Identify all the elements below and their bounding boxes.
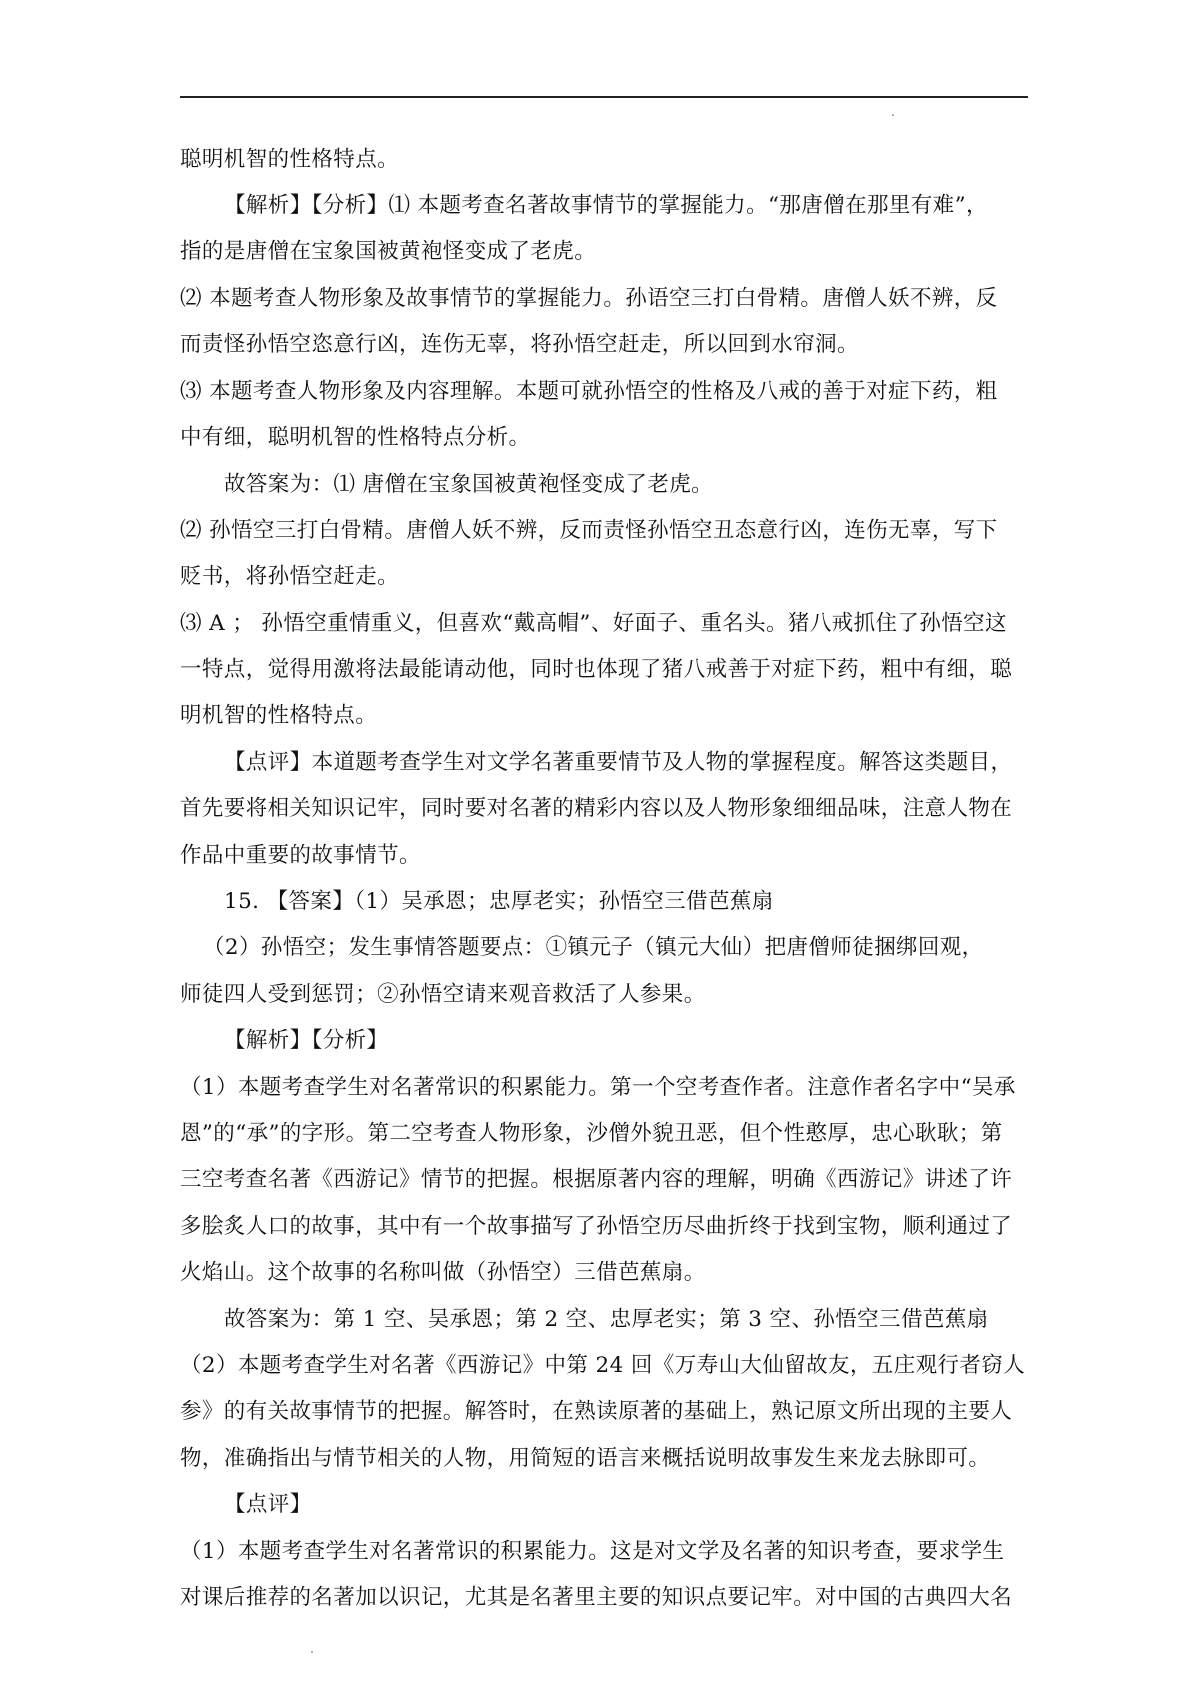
text-line: 而责怪孙悟空恣意行凶，连伤无辜，将孙悟空赶走，所以回到水帘洞。 bbox=[180, 332, 859, 357]
text-line: 多脍炙人口的故事，其中有一个故事描写了孙悟空历尽曲折终于找到宝物，顺利通过了 bbox=[180, 1214, 1013, 1239]
text-line: 首先要将相关知识记牢，同时要对名著的精彩内容以及人物形象细细品味，注意人物在 bbox=[180, 796, 1013, 821]
text-line: 【点评】本道题考查学生对文学名著重要情节及人物的掌握程度。解答这类题目， bbox=[224, 750, 1013, 775]
text-line: 中有细，聪明机智的性格特点分析。 bbox=[180, 425, 531, 450]
text-line: 【点评】 bbox=[224, 1492, 312, 1517]
text-line: ⑶ A ； 孙悟空重情重义，但喜欢“戴高帽”、好面子、重名头。猪八戒抓住了孙悟空这 bbox=[180, 611, 1007, 636]
text-line: 聪明机智的性格特点。 bbox=[180, 147, 400, 172]
text-line: ⑵ 孙悟空三打白骨精。唐僧人妖不辨，反而责怪孙悟空丑态意行凶，连伤无辜，写下 bbox=[180, 518, 998, 543]
scan-speck bbox=[311, 1651, 313, 1653]
text-line: （2）孙悟空；发生事情答题要点：①镇元子（镇元大仙）把唐僧师徒捆绑回观， bbox=[203, 935, 984, 960]
text-line: 参》的有关故事情节的把握。解答时，在熟读原著的基础上，熟记原文所出现的主要人 bbox=[180, 1399, 1013, 1424]
text-line: 【解析】【分析】 bbox=[224, 1028, 389, 1053]
text-line: ⑶ 本题考查人物形象及内容理解。本题可就孙悟空的性格及八戒的善于对症下药，粗 bbox=[180, 379, 998, 404]
text-line: 对课后推荐的名著加以识记，尤其是名著里主要的知识点要记牢。对中国的古典四大名 bbox=[180, 1585, 1013, 1610]
header-rule bbox=[180, 96, 1028, 98]
text-line: 故答案为：⑴ 唐僧在宝象国被黄袍怪变成了老虎。 bbox=[224, 472, 714, 497]
text-line: 故答案为：第 1 空、吴承恩；第 2 空、忠厚老实；第 3 空、孙悟空三借芭蕉扇 bbox=[224, 1307, 989, 1332]
text-line: 15. 【答案】（1）吴承恩；忠厚老实；孙悟空三借芭蕉扇 bbox=[224, 889, 774, 914]
text-line: 物，准确指出与情节相关的人物，用简短的语言来概括说明故事发生来龙去脉即可。 bbox=[180, 1446, 991, 1471]
text-line: 明机智的性格特点。 bbox=[180, 703, 378, 728]
scan-speck bbox=[892, 114, 894, 116]
text-line: 师徒四人受到惩罚；②孙悟空请来观音救活了人参果。 bbox=[180, 982, 706, 1007]
text-line: 一特点，觉得用激将法最能请动他，同时也体现了猪八戒善于对症下药，粗中有细，聪 bbox=[180, 657, 1013, 682]
text-line: 作品中重要的故事情节。 bbox=[180, 843, 421, 868]
text-line: 贬书，将孙悟空赶走。 bbox=[180, 564, 400, 589]
text-line: （2）本题考查学生对名著《西游记》中第 24 回《万寿山大仙留故友，五庄观行者窃人 bbox=[180, 1353, 1026, 1378]
text-line: 指的是唐僧在宝象国被黄袍怪变成了老虎。 bbox=[180, 239, 597, 264]
text-line: ⑵ 本题考查人物形象及故事情节的掌握能力。孙语空三打白骨精。唐僧人妖不辨，反 bbox=[180, 286, 998, 311]
text-line: 火焰山。这个故事的名称叫做（孙悟空）三借芭蕉扇。 bbox=[180, 1260, 706, 1285]
text-line: 恩”的“承”的字形。第二空考查人物形象，沙僧外貌丑恶，但个性憨厚，忠心耿耿；第 bbox=[180, 1121, 1003, 1146]
text-line: （1）本题考查学生对名著常识的积累能力。第一个空考查作者。注意作者名字中“吴承 bbox=[180, 1075, 1016, 1100]
text-line: 三空考查名著《西游记》情节的把握。根据原著内容的理解，明确《西游记》讲述了许 bbox=[180, 1167, 1013, 1192]
text-line: 【解析】【分析】⑴ 本题考查名著故事情节的掌握能力。“那唐僧在那里有难”， bbox=[224, 193, 988, 218]
text-line: （1）本题考查学生对名著常识的积累能力。这是对文学及名著的知识考查，要求学生 bbox=[180, 1539, 1005, 1564]
